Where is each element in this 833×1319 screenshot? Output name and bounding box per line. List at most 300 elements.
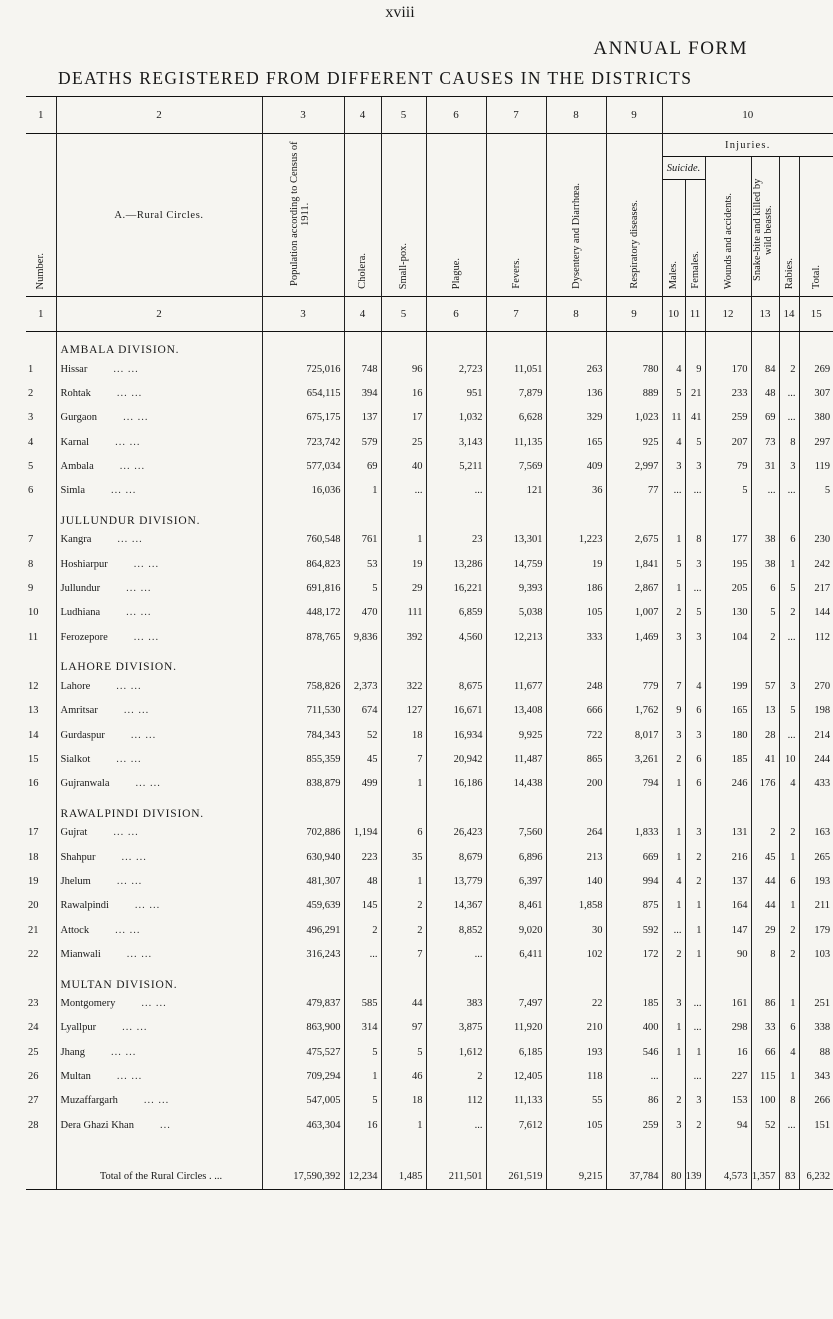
cell-total: 251 <box>799 992 833 1016</box>
empty-cell <box>381 332 426 358</box>
table-row <box>26 942 833 966</box>
cell-pop: 630,940 <box>262 845 344 869</box>
empty-cell <box>799 332 833 358</box>
table-row <box>26 430 833 454</box>
cell-rabies: 3 <box>779 454 799 478</box>
empty-cell <box>344 503 381 528</box>
cell-smallpox: 2 <box>381 894 426 918</box>
cell-respiratory: 546 <box>606 1040 662 1064</box>
cell-wounds: 161 <box>705 992 751 1016</box>
cell-rabies: 2 <box>779 821 799 845</box>
cell-total: 119 <box>799 454 833 478</box>
col-number: 7 <box>486 297 546 332</box>
cell-smallpox: 29 <box>381 576 426 600</box>
cell-snake: 86 <box>751 992 779 1016</box>
leader-dots: ... ... <box>116 387 143 399</box>
cell-rabies: ... <box>779 478 799 502</box>
empty-cell <box>381 796 426 821</box>
row-number: 22 <box>28 948 39 960</box>
empty-cell <box>486 332 546 358</box>
cell-wounds: 259 <box>705 406 751 430</box>
district-name <box>56 771 262 795</box>
empty-cell <box>685 332 705 358</box>
cell-males: 1 <box>662 576 685 600</box>
leader-dots: ... ... <box>133 631 160 643</box>
table-row <box>26 406 833 430</box>
cell-dysentery: 210 <box>546 1016 606 1040</box>
cell-respiratory: 1,841 <box>606 552 662 576</box>
empty-cell <box>751 796 779 821</box>
district-label: Lahore <box>60 680 91 692</box>
cell-rabies: 1 <box>779 992 799 1016</box>
district-name <box>56 357 262 381</box>
cell-smallpox: 392 <box>381 625 426 649</box>
table-row <box>26 821 833 845</box>
cell-cholera: 5 <box>344 1040 381 1064</box>
col-number: 3 <box>262 297 344 332</box>
cell-fevers: 13,408 <box>486 699 546 723</box>
cell-fevers: 11,133 <box>486 1089 546 1113</box>
district-name <box>56 454 262 478</box>
cell-rabies: 1 <box>779 894 799 918</box>
district-label: Lyallpur <box>60 1022 97 1034</box>
cell-plague: 112 <box>426 1089 486 1113</box>
cell-respiratory: 2,675 <box>606 528 662 552</box>
empty-cell <box>779 503 799 528</box>
cell-pop: 481,307 <box>262 869 344 893</box>
cell-dysentery: 30 <box>546 918 606 942</box>
table-row <box>26 1040 833 1064</box>
cell-males: 1 <box>662 821 685 845</box>
empty-cell <box>381 649 426 674</box>
row-number: 11 <box>28 631 39 643</box>
cell-plague: 3,143 <box>426 430 486 454</box>
cell-cholera: 48 <box>344 869 381 893</box>
cell-smallpox: 5 <box>381 1040 426 1064</box>
district-name <box>56 528 262 552</box>
header-rabies: Rabies. <box>779 157 799 297</box>
total-rabies: 83 <box>779 1163 799 1190</box>
row-number: 19 <box>28 875 39 887</box>
cell-females: 6 <box>685 699 705 723</box>
row-number: 12 <box>28 680 39 692</box>
empty-cell <box>751 332 779 358</box>
empty-cell <box>344 332 381 358</box>
cell-males: 1 <box>662 1040 685 1064</box>
cell-pop: 654,115 <box>262 381 344 405</box>
division-name: JULLUNDUR DIVISION. <box>56 503 262 528</box>
cell-males: 1 <box>662 771 685 795</box>
district-name <box>56 845 262 869</box>
division-heading-row <box>26 503 833 528</box>
empty-cell <box>779 796 799 821</box>
col-number: 3 <box>262 97 344 134</box>
leader-dots: ... ... <box>113 363 139 375</box>
cell-smallpox: 7 <box>381 942 426 966</box>
cell-males: 5 <box>662 381 685 405</box>
cell-pop: 479,837 <box>262 992 344 1016</box>
empty-cell <box>685 503 705 528</box>
cell-wounds: 298 <box>705 1016 751 1040</box>
cell-cholera: 579 <box>344 430 381 454</box>
table-row <box>26 381 833 405</box>
cell-males: 7 <box>662 674 685 698</box>
col-number: 9 <box>606 297 662 332</box>
empty-cell <box>426 649 486 674</box>
cell-total: 179 <box>799 918 833 942</box>
cell-dysentery: 409 <box>546 454 606 478</box>
leader-dots: ... ... <box>115 924 141 936</box>
cell-fevers: 12,405 <box>486 1064 546 1088</box>
leader-dots: ... <box>159 1119 171 1131</box>
table-row <box>26 576 833 600</box>
district-name <box>56 674 262 698</box>
leader-dots: ... ... <box>135 778 161 790</box>
cell-smallpox: 1 <box>381 869 426 893</box>
row-number: 2 <box>28 387 34 399</box>
cell-cholera: 9,836 <box>344 625 381 649</box>
cell-smallpox: 127 <box>381 699 426 723</box>
col-number: 10 <box>662 297 685 332</box>
leader-dots: ... ... <box>116 1071 143 1083</box>
district-label: Montgomery <box>60 998 116 1010</box>
cell-pop: 723,742 <box>262 430 344 454</box>
leader-dots: ... ... <box>141 998 167 1010</box>
leader-dots: ... ... <box>116 753 142 765</box>
empty-cell <box>381 967 426 992</box>
cell-snake: 115 <box>751 1064 779 1088</box>
cell-males: 1 <box>662 528 685 552</box>
empty-cell <box>606 1137 662 1163</box>
header-row-1 <box>26 134 833 157</box>
cell-rabies: 1 <box>779 1064 799 1088</box>
table-row <box>26 552 833 576</box>
empty-cell <box>662 967 685 992</box>
cell-respiratory: 925 <box>606 430 662 454</box>
cell-smallpox: ... <box>381 478 426 502</box>
page-heading: DEATHS REGISTERED FROM DIFFERENT CAUSES IN THE DISTRICTS <box>58 68 693 88</box>
cell-pop: 838,879 <box>262 771 344 795</box>
empty-cell <box>344 796 381 821</box>
cell-rabies: 2 <box>779 942 799 966</box>
cell-wounds: 147 <box>705 918 751 942</box>
empty-cell <box>685 796 705 821</box>
cell-females: 2 <box>685 869 705 893</box>
row-number: 7 <box>28 534 34 546</box>
cell-respiratory: 1,007 <box>606 601 662 625</box>
empty-cell <box>779 649 799 674</box>
empty-cell <box>705 967 751 992</box>
cell-females: 6 <box>685 771 705 795</box>
cell-plague: 16,221 <box>426 576 486 600</box>
cell-fevers: 8,461 <box>486 894 546 918</box>
district-label: Simla <box>60 485 86 497</box>
empty-cell <box>262 967 344 992</box>
cell-wounds: 246 <box>705 771 751 795</box>
empty-cell <box>262 503 344 528</box>
district-name <box>56 1089 262 1113</box>
cell-snake: ... <box>751 478 779 502</box>
empty-cell <box>606 796 662 821</box>
cell-cholera: 499 <box>344 771 381 795</box>
table-row <box>26 894 833 918</box>
cell-cholera: 394 <box>344 381 381 405</box>
cell-pop: 702,886 <box>262 821 344 845</box>
cell-dysentery: 329 <box>546 406 606 430</box>
row-number: 26 <box>28 1071 39 1083</box>
cell-dysentery: 140 <box>546 869 606 893</box>
empty-cell <box>546 649 606 674</box>
district-name <box>56 1016 262 1040</box>
cell-wounds: 180 <box>705 723 751 747</box>
empty-cell <box>344 1137 381 1163</box>
cell-total: 244 <box>799 747 833 771</box>
cell-fevers: 14,438 <box>486 771 546 795</box>
cell-pop: 16,036 <box>262 478 344 502</box>
cell-pop: 758,826 <box>262 674 344 698</box>
col-number: 2 <box>56 297 262 332</box>
leader-dots: ... ... <box>143 1095 170 1107</box>
cell-males: 5 <box>662 552 685 576</box>
cell-smallpox: 19 <box>381 552 426 576</box>
cell-total: 307 <box>799 381 833 405</box>
cell-rabies: 10 <box>779 747 799 771</box>
cell-plague: 1,032 <box>426 406 486 430</box>
cell-cholera: 223 <box>344 845 381 869</box>
row-number: 21 <box>28 924 39 936</box>
row-number: 6 <box>28 485 34 497</box>
row-number: 17 <box>28 827 39 839</box>
page-number: xviii <box>385 4 415 21</box>
cell-fevers: 5,038 <box>486 601 546 625</box>
total-dysentery: 9,215 <box>546 1163 606 1190</box>
cell-dysentery: 264 <box>546 821 606 845</box>
empty-cell <box>56 1137 262 1163</box>
cell-snake: 48 <box>751 381 779 405</box>
cell-wounds: 227 <box>705 1064 751 1088</box>
cell-males: ... <box>662 478 685 502</box>
empty-cell <box>262 796 344 821</box>
col-number: 2 <box>56 97 262 134</box>
cell-fevers: 6,628 <box>486 406 546 430</box>
cell-dysentery: 333 <box>546 625 606 649</box>
cell-smallpox: 96 <box>381 357 426 381</box>
cell-wounds: 5 <box>705 478 751 502</box>
cell-rabies: 2 <box>779 357 799 381</box>
col-number: 10 <box>662 97 833 134</box>
cell-respiratory: 1,023 <box>606 406 662 430</box>
col-number: 7 <box>486 97 546 134</box>
cell-wounds: 130 <box>705 601 751 625</box>
cell-dysentery: 165 <box>546 430 606 454</box>
header-males: Males. <box>662 180 685 297</box>
empty-cell <box>546 503 606 528</box>
cell-respiratory: ... <box>606 1064 662 1088</box>
cell-snake: 2 <box>751 625 779 649</box>
cell-fevers: 14,759 <box>486 552 546 576</box>
cell-total: 269 <box>799 357 833 381</box>
cell-total: 217 <box>799 576 833 600</box>
cell-males: 2 <box>662 1089 685 1113</box>
cell-dysentery: 666 <box>546 699 606 723</box>
cell-males: 1 <box>662 894 685 918</box>
cell-wounds: 233 <box>705 381 751 405</box>
district-label: Hissar <box>60 363 88 375</box>
cell-fevers: 13,301 <box>486 528 546 552</box>
cell-rabies: 5 <box>779 576 799 600</box>
empty-cell <box>262 1137 344 1163</box>
cell-respiratory: 172 <box>606 942 662 966</box>
cell-smallpox: 16 <box>381 381 426 405</box>
district-name <box>56 821 262 845</box>
cell-snake: 28 <box>751 723 779 747</box>
col-number: 14 <box>779 297 799 332</box>
empty-cell <box>799 1137 833 1163</box>
header-smallpox: Small-pox. <box>381 134 426 297</box>
table-row <box>26 357 833 381</box>
cell-respiratory: 400 <box>606 1016 662 1040</box>
district-name <box>56 894 262 918</box>
cell-rabies: ... <box>779 625 799 649</box>
cell-females: ... <box>685 478 705 502</box>
cell-smallpox: 1 <box>381 1113 426 1137</box>
header-population: Population according to Census of 1911. <box>262 134 344 297</box>
cell-males: 1 <box>662 845 685 869</box>
cell-total: 265 <box>799 845 833 869</box>
cell-total: 103 <box>799 942 833 966</box>
cell-rabies: 6 <box>779 1016 799 1040</box>
cell-wounds: 16 <box>705 1040 751 1064</box>
cell-fevers: 121 <box>486 478 546 502</box>
district-label: Gurgaon <box>60 412 98 424</box>
cell-rabies: 4 <box>779 1040 799 1064</box>
district-label: Sialkot <box>60 753 91 765</box>
table-row <box>26 674 833 698</box>
table-row <box>26 1064 833 1088</box>
cell-dysentery: 722 <box>546 723 606 747</box>
cell-rabies: 1 <box>779 845 799 869</box>
cell-males: 2 <box>662 747 685 771</box>
cell-total: 88 <box>799 1040 833 1064</box>
cell-plague: 16,186 <box>426 771 486 795</box>
col-number: 9 <box>606 97 662 134</box>
leader-dots: ... ... <box>133 558 160 570</box>
cell-rabies: 2 <box>779 918 799 942</box>
district-name <box>56 478 262 502</box>
row-number: 23 <box>28 998 39 1010</box>
cell-males: 2 <box>662 942 685 966</box>
division-heading-row <box>26 332 833 358</box>
cell-pop: 675,175 <box>262 406 344 430</box>
header-rural-circles: A.—Rural Circles. <box>56 134 262 297</box>
cell-cholera: 52 <box>344 723 381 747</box>
district-name <box>56 942 262 966</box>
district-label: Mianwali <box>60 948 101 960</box>
empty-cell <box>381 1137 426 1163</box>
cell-rabies: 8 <box>779 430 799 454</box>
cell-wounds: 199 <box>705 674 751 698</box>
cell-smallpox: 18 <box>381 1089 426 1113</box>
empty-cell <box>751 967 779 992</box>
empty-cell <box>799 503 833 528</box>
district-label: Shahpur <box>60 851 96 863</box>
division-heading-row <box>26 649 833 674</box>
cell-wounds: 205 <box>705 576 751 600</box>
total-number-cell <box>26 1163 56 1190</box>
cell-females: ... <box>685 576 705 600</box>
cell-males: 11 <box>662 406 685 430</box>
cell-snake: 57 <box>751 674 779 698</box>
cell-smallpox: 1 <box>381 771 426 795</box>
cell-females: 41 <box>685 406 705 430</box>
cell-pop: 709,294 <box>262 1064 344 1088</box>
cell-total: 242 <box>799 552 833 576</box>
district-name <box>56 699 262 723</box>
cell-cholera: 748 <box>344 357 381 381</box>
cell-dysentery: 263 <box>546 357 606 381</box>
division-number-cell <box>26 796 56 821</box>
district-label: Muzaffargarh <box>60 1095 118 1107</box>
cell-smallpox: 18 <box>381 723 426 747</box>
table-row <box>26 992 833 1016</box>
cell-total: 343 <box>799 1064 833 1088</box>
cell-total: 214 <box>799 723 833 747</box>
cell-rabies: 6 <box>779 869 799 893</box>
leader-dots: ... ... <box>117 534 143 546</box>
leader-dots: ... ... <box>126 607 152 619</box>
cell-total: 433 <box>799 771 833 795</box>
district-label: Multan <box>60 1071 91 1083</box>
cell-females: 2 <box>685 845 705 869</box>
cell-pop: 784,343 <box>262 723 344 747</box>
cell-smallpox: 44 <box>381 992 426 1016</box>
cell-cholera: 314 <box>344 1016 381 1040</box>
cell-females: 9 <box>685 357 705 381</box>
table-row <box>26 845 833 869</box>
cell-females: 1 <box>685 1040 705 1064</box>
cell-dysentery: 248 <box>546 674 606 698</box>
cell-fevers: 9,393 <box>486 576 546 600</box>
empty-cell <box>606 967 662 992</box>
empty-cell <box>344 967 381 992</box>
empty-cell <box>546 796 606 821</box>
cell-respiratory: 86 <box>606 1089 662 1113</box>
cell-plague: 6,859 <box>426 601 486 625</box>
empty-cell <box>606 503 662 528</box>
header-fevers: Fevers. <box>486 134 546 297</box>
cell-smallpox: 7 <box>381 747 426 771</box>
row-number: 8 <box>28 558 34 570</box>
cell-fevers: 7,879 <box>486 381 546 405</box>
form-title: ANNUAL FORM <box>593 38 748 59</box>
cell-total: 163 <box>799 821 833 845</box>
district-name <box>56 869 262 893</box>
district-label: Kangra <box>60 534 92 546</box>
col-number: 4 <box>344 297 381 332</box>
table-row <box>26 723 833 747</box>
cell-plague: 383 <box>426 992 486 1016</box>
cell-fevers: 11,487 <box>486 747 546 771</box>
empty-cell <box>344 649 381 674</box>
total-total: 6,232 <box>799 1163 833 1190</box>
empty-cell <box>606 332 662 358</box>
cell-smallpox: 6 <box>381 821 426 845</box>
cell-cholera: 585 <box>344 992 381 1016</box>
district-name <box>56 723 262 747</box>
cell-plague: 8,852 <box>426 918 486 942</box>
table-row <box>26 771 833 795</box>
leader-dots: ... ... <box>113 827 139 839</box>
